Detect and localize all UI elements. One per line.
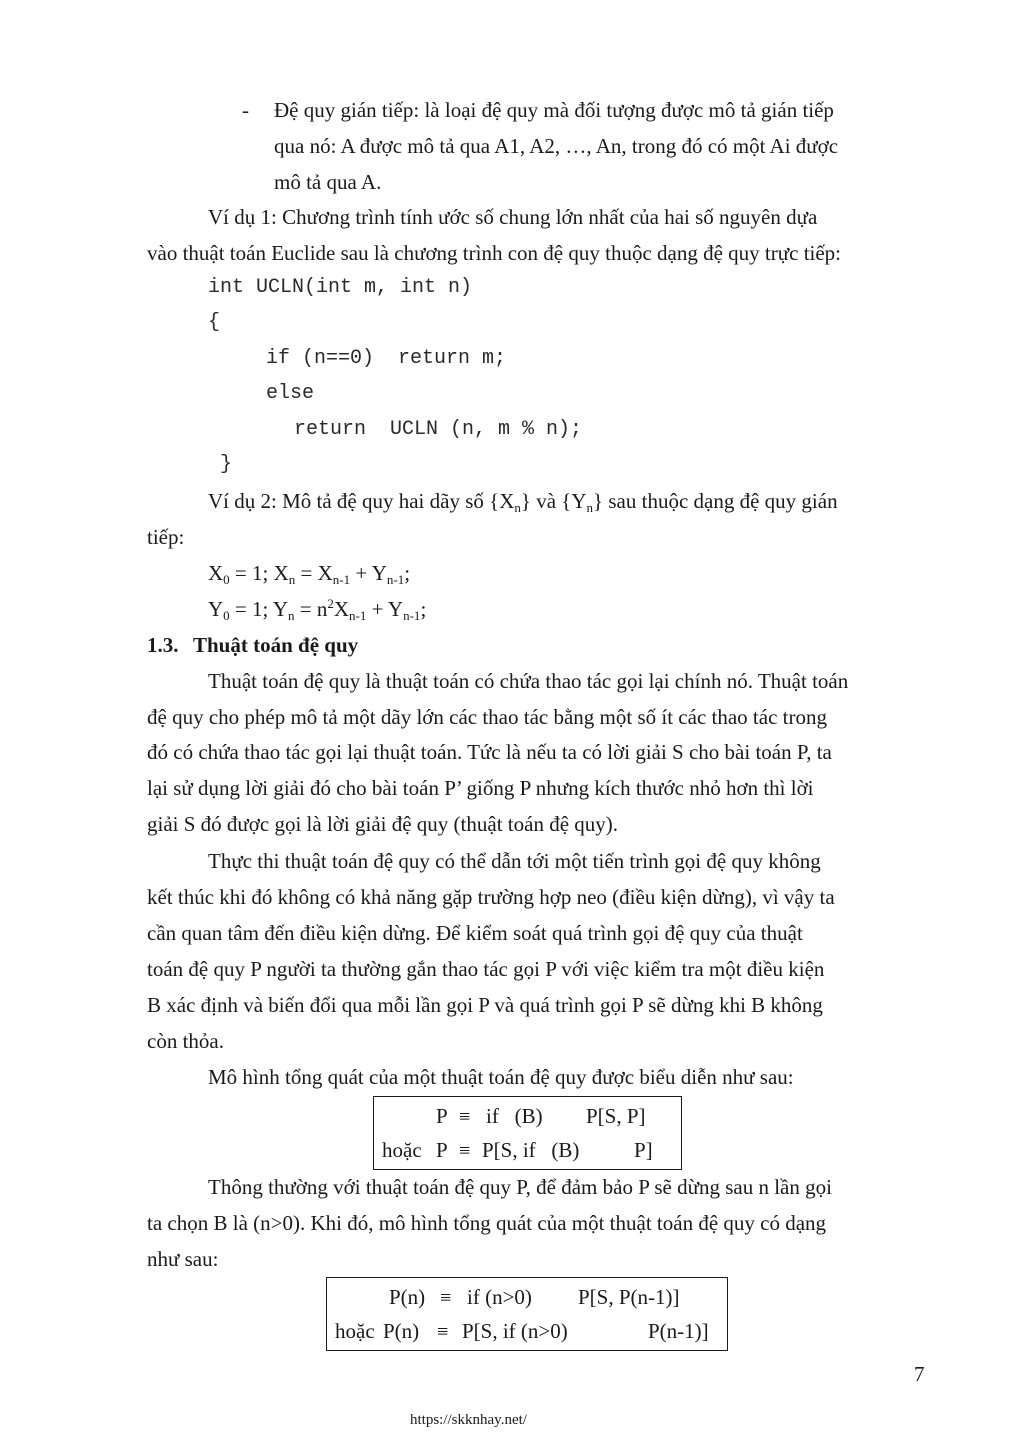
code-line-1: int UCLN(int m, int n) <box>208 276 473 299</box>
formula-x: $X_0 = 1$; $X_n = X_{n-1} + Y_{n-1}$; <box>208 561 411 587</box>
example1-line-1: Ví dụ 1: Chương trình tính ước số chung lớn nhất của hai số nguyên dựa <box>208 205 818 229</box>
box2-row2-cond: P[S, if (n>0) <box>462 1319 568 1343</box>
equiv-symbol: ≡ <box>437 1321 449 1343</box>
indirect-line-3: mô tả qua A. <box>274 170 382 194</box>
code-line-2: { <box>208 311 221 334</box>
indirect-line-2: qua nó: A được mô tả qua A1, A2, …, An, trong đó có một Ai được <box>274 134 839 158</box>
code-line-4: else <box>266 382 315 405</box>
para2-line-6: còn thỏa. <box>147 1029 224 1053</box>
para2-line-4: toán đệ quy P người ta thường gắn thao tác gọi P với việc kiểm tra một điều kiện <box>147 957 825 981</box>
equiv-symbol: ≡ <box>459 1106 471 1128</box>
para1-line-2: đệ quy cho phép mô tả một dãy lớn các thao tác bằng một số ít các thao tác trong <box>147 705 827 729</box>
box2-row1-lhs: P(n) <box>389 1285 426 1309</box>
equiv-symbol: ≡ <box>440 1287 452 1309</box>
bullet-dash: - <box>242 98 249 122</box>
box1-row1-cond: if (B) <box>486 1104 543 1128</box>
para2-line-1: Thực thi thuật toán đệ quy có thể dẫn tới một tiến trình gọi đệ quy không <box>208 849 821 873</box>
para1-line-3: đó có chứa thao tác gọi lại thuật toán. Tức là nếu ta có lời giải S cho bài toán P, ta <box>147 740 832 764</box>
footer-url: https://skknhay.net/ <box>410 1412 527 1428</box>
code-line-6: } <box>220 453 233 476</box>
example2-line-1: Ví dụ 2: Mô tả đệ quy hai dãy số $\{X_n\}$ và $\{Y_n\}$ sau thuộc dạng đệ quy gián <box>208 489 838 515</box>
model-box-1 <box>373 1096 682 1170</box>
code-line-5: return UCLN (n, m % n); <box>294 418 583 441</box>
box1-row2-lhs: P <box>436 1138 448 1162</box>
box1-row1-body: P[S, P] <box>586 1104 646 1128</box>
model-box-2 <box>326 1277 728 1351</box>
para2-line-3: cần quan tâm đến điều kiện dừng. Để kiểm soát quá trình gọi đệ quy của thuật <box>147 921 803 945</box>
box2-row2-lhs: P(n) <box>383 1319 420 1343</box>
example2-line-2: tiếp: <box>147 525 185 549</box>
example1-line-2: vào thuật toán Euclide sau là chương trình con đệ quy thuộc dạng đệ quy trực tiếp: <box>147 241 842 265</box>
box2-row1-body: P[S, P(n-1)] <box>578 1285 680 1309</box>
para4-line-1: Thông thường với thuật toán đệ quy P, để đảm bảo P sẽ dừng sau n lần gọi <box>208 1175 832 1199</box>
box1-row2-prefix: hoặc <box>382 1138 422 1162</box>
equiv-symbol: ≡ <box>459 1140 471 1162</box>
para1-line-1: Thuật toán đệ quy là thuật toán có chứa thao tác gọi lại chính nó. Thuật toán <box>208 669 849 693</box>
box2-row2-prefix: hoặc <box>335 1319 375 1343</box>
formula-y: $Y_0 = 1$; $Y_n = n^2X_{n-1} + Y_{n-1}$; <box>208 596 427 623</box>
para3-line: Mô hình tổng quát của một thuật toán đệ quy được biểu diễn như sau: <box>208 1065 794 1089</box>
section-title: Thuật toán đệ quy <box>193 633 359 657</box>
para4-line-3: như sau: <box>147 1247 219 1271</box>
para2-line-2: kết thúc khi đó không có khả năng gặp trường hợp neo (điều kiện dừng), vì vậy ta <box>147 885 835 909</box>
box1-row2-cond: P[S, if (B) <box>482 1138 580 1162</box>
box1-row2-body: P] <box>634 1138 653 1162</box>
para4-line-2: ta chọn B là (n>0). Khi đó, mô hình tổng quát của một thuật toán đệ quy có dạng <box>147 1211 827 1235</box>
para1-line-4: lại sử dụng lời giải đó cho bài toán P’ giống P nhưng kích thước nhỏ hơn thì lời <box>147 776 814 800</box>
page-number: 7 <box>914 1362 925 1386</box>
box2-row1-cond: if (n>0) <box>467 1285 532 1309</box>
code-line-3: if (n==0) return m; <box>266 347 507 370</box>
indirect-line-1: Đệ quy gián tiếp: là loại đệ quy mà đối tượng được mô tả gián tiếp <box>274 98 834 122</box>
box2-row2-body: P(n-1)] <box>648 1319 709 1343</box>
para2-line-5: B xác định và biến đổi qua mỗi lần gọi P và quá trình gọi P sẽ dừng khi B không <box>147 993 823 1017</box>
para1-line-5: giải S đó được gọi là lời giải đệ quy (thuật toán đệ quy). <box>147 812 619 836</box>
box1-row1-lhs: P <box>436 1104 448 1128</box>
section-number: 1.3. <box>147 633 179 657</box>
